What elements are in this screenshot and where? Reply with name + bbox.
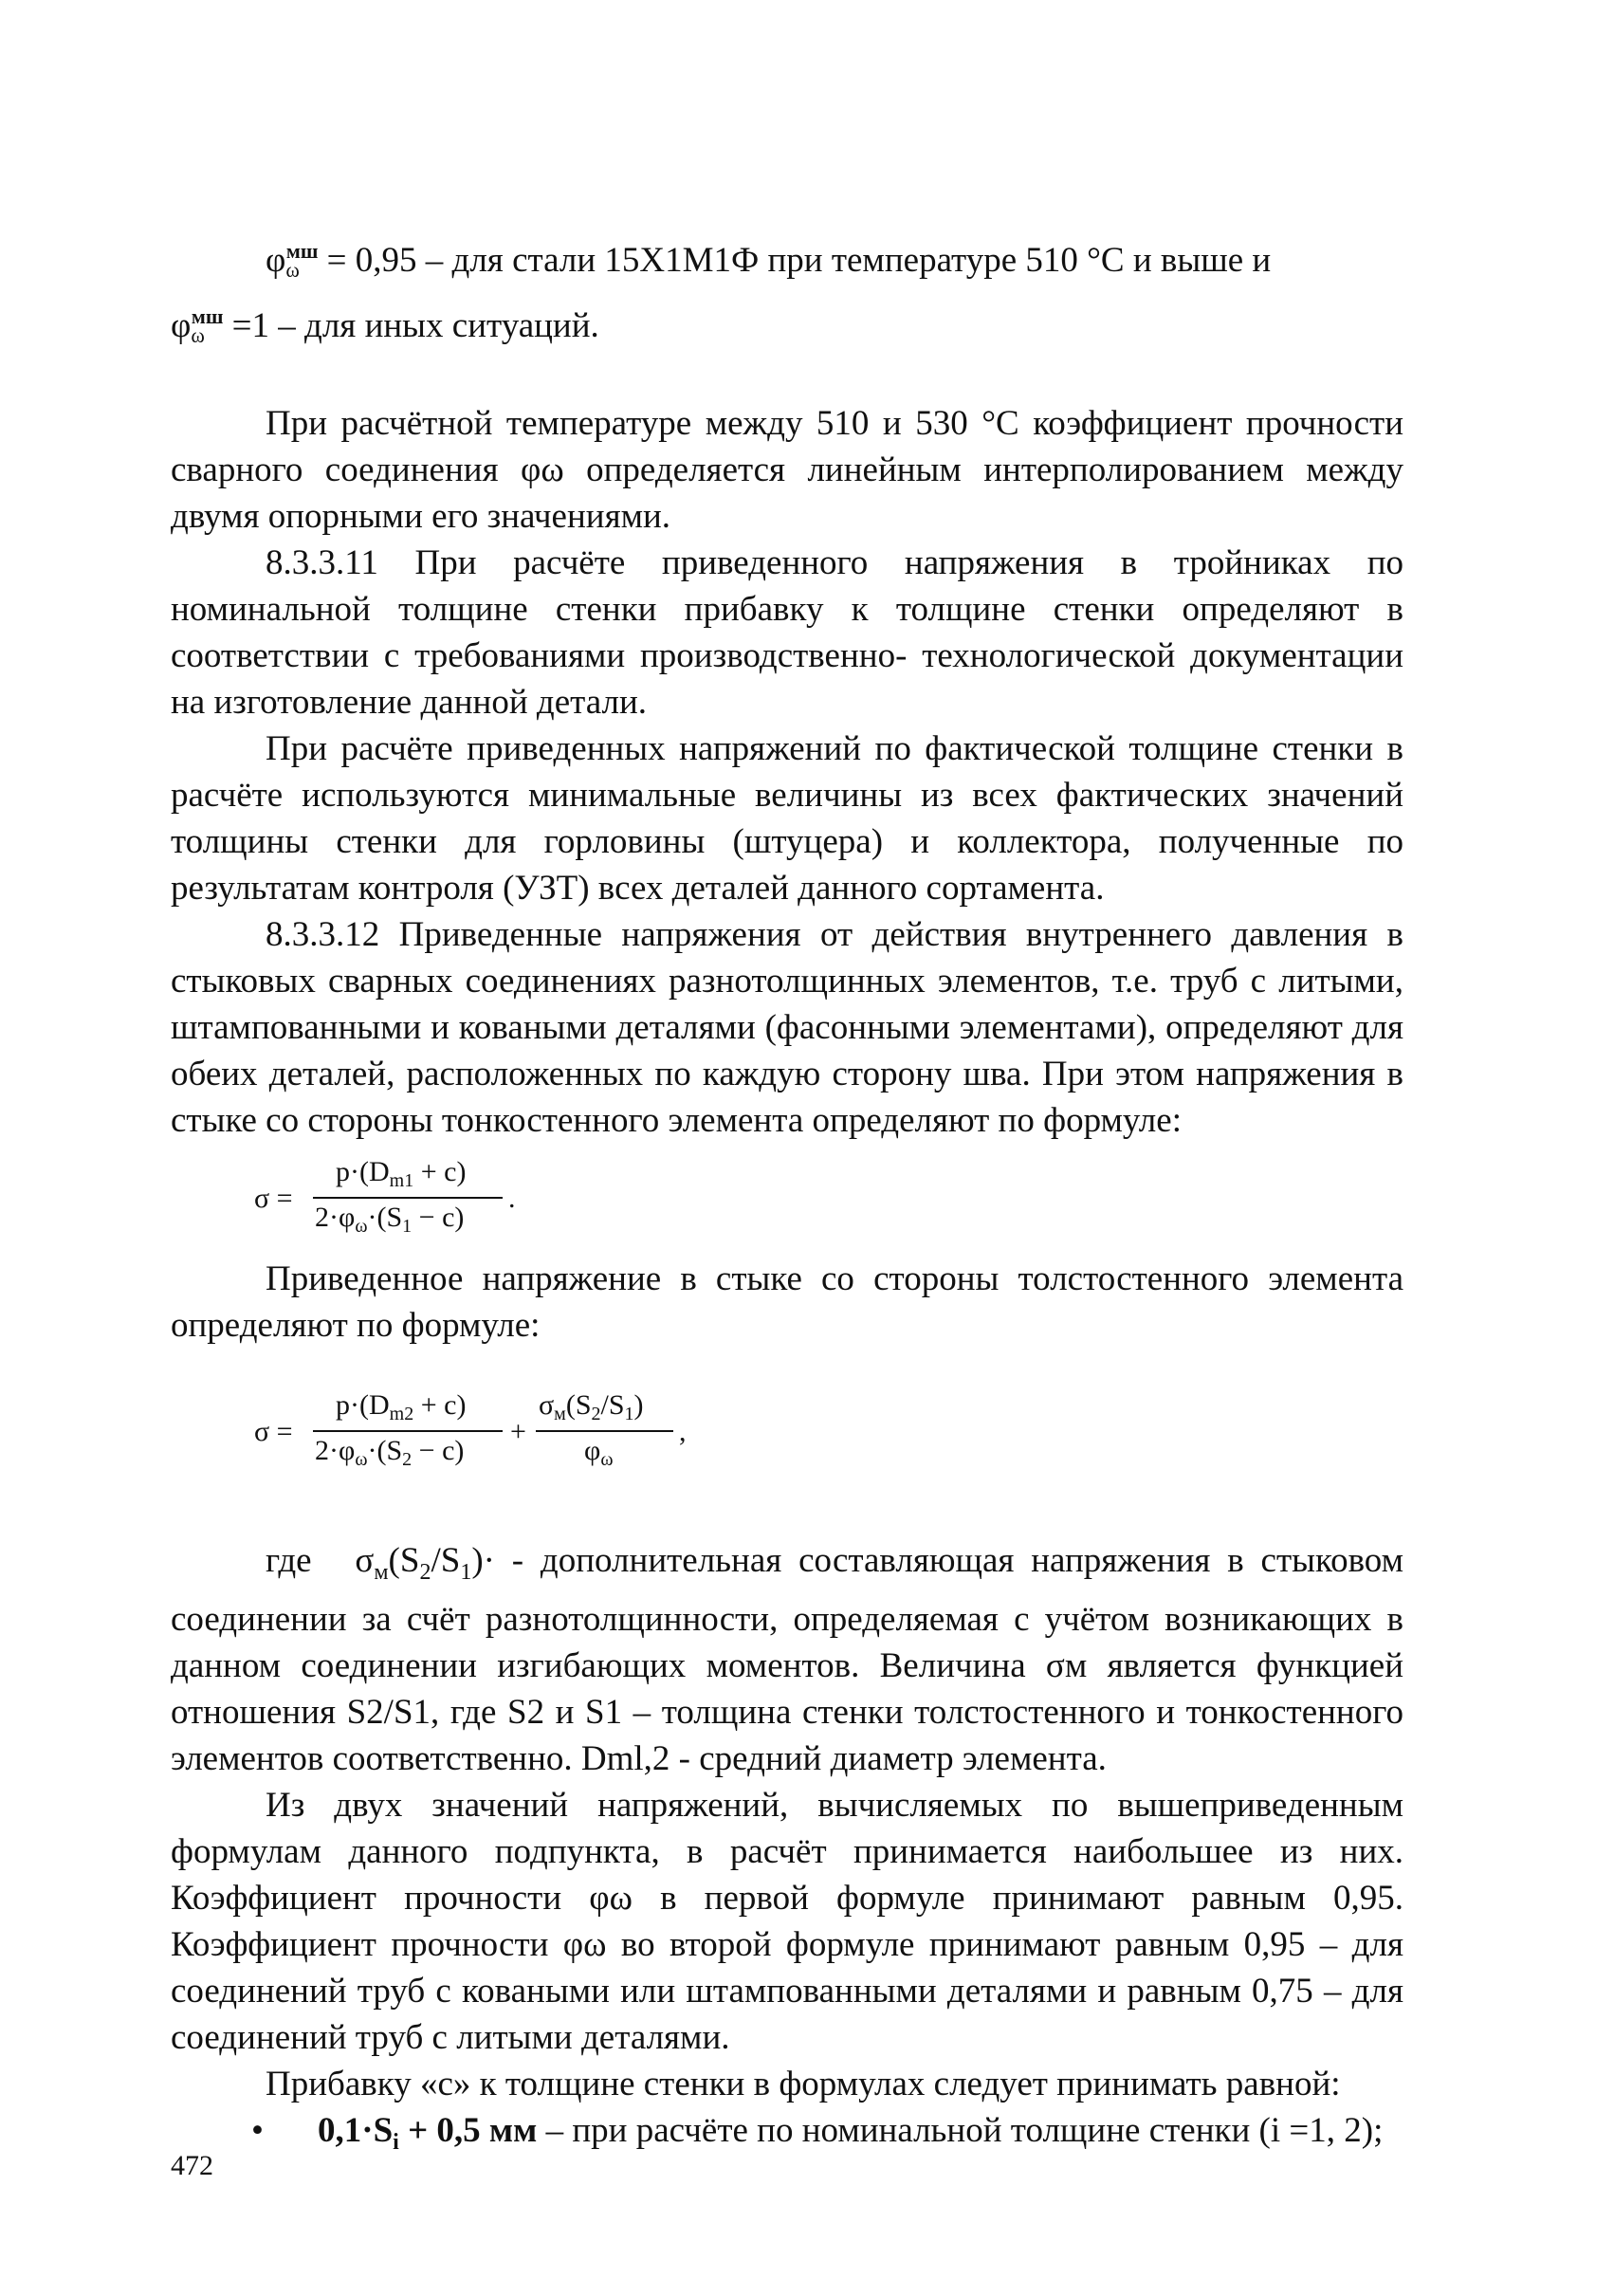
formula2-den-sub: ω <box>355 1449 368 1470</box>
formula1-den-sub2: 1 <box>402 1216 413 1237</box>
expr-open: (S <box>388 1541 420 1580</box>
formula2-den-text: 2·φ <box>315 1435 356 1466</box>
sigma-sub: м <box>374 1560 389 1585</box>
formula2-num2-sigma: σ <box>539 1389 555 1421</box>
expr-s1: 1 <box>460 1560 472 1585</box>
paragraph-8-3-3-11: 8.3.3.11 При расчёте приведенного напряжения в тройниках по номинальной толщине стенки прибавку к толщине стенки определяют в соответствии с требованиями производственно- технологической документации на изготовление данной детали. <box>171 543 1403 722</box>
formula1-numerator <box>336 1155 466 1198</box>
formula2-lhs: σ = <box>254 1416 293 1447</box>
paragraph-8-3-3-12: 8.3.3.12 Приведенные напряжения от действия внутреннего давления в стыковых сварных соединениях разнотолщинных элементов, т.е. труб с литыми, штампованными и коваными деталями (фасонными элементами), определяют для обеих деталей, расположенных по каждую сторону шва. При этом напряжения в стыке со стороны тонкостенного элемента определяют по формуле: <box>171 915 1403 1140</box>
formula1-den-text: 2·φ <box>315 1202 356 1233</box>
formula2-den-tail: − c) <box>412 1435 465 1466</box>
list-item <box>171 2107 1403 2166</box>
expr-mid: /S <box>431 1541 461 1580</box>
formula1-fraction-bar <box>313 1197 503 1199</box>
phi-symbol: φ <box>266 241 286 280</box>
formula2-num2-tail: (S <box>565 1389 592 1421</box>
formula2-end: , <box>679 1416 687 1447</box>
formula-thin-element <box>171 1144 1403 1256</box>
paragraph-actual-thickness: При расчёте приведенных напряжений по фактической толщине стенки в расчёте используются минимальные величины из всех фактических значений толщины стенки для горловины (штуцера) и коллектора, полученные по результатам контроля (УЗТ) всех деталей данного сортамента. <box>171 729 1403 908</box>
formula2-den2-phi: φ <box>584 1435 601 1466</box>
formula1-den-sub: ω <box>355 1216 368 1237</box>
formula2-num2-mid: /S <box>600 1389 625 1421</box>
expr-s2: 2 <box>419 1560 431 1585</box>
line2-text: =1 – для иных ситуаций. <box>231 306 599 345</box>
formula2-num2-sub: м <box>554 1404 566 1424</box>
formula1-den-mid: ·(S <box>367 1202 403 1233</box>
bullet-description: – при расчёте по номинальной толщине стенки (i =1, 2); <box>537 2111 1384 2150</box>
phi-subscript: ω <box>191 323 205 347</box>
sigma-m-expression <box>355 1541 495 1585</box>
body-text <box>171 228 1403 2166</box>
formula1-lhs: σ = <box>254 1183 293 1214</box>
formula2-num-tail: + c) <box>413 1389 467 1421</box>
phi-line-2 <box>171 293 1403 358</box>
formula-thick-element <box>171 1349 1403 1491</box>
bullet-text <box>318 2107 1383 2166</box>
bullet-math-sub: i <box>393 2130 399 2155</box>
expr-end: )· <box>471 1541 495 1580</box>
page-number: 472 <box>171 2150 213 2181</box>
formula2-den-sub2: 2 <box>402 1449 413 1470</box>
paragraph-interpolation: При расчётной температуре между 510 и 530 °С коэффициент прочности сварного соединения φω определяется линейным интерполированием между двумя опорными его значениями. <box>171 404 1403 536</box>
formula2-numerator-2 <box>539 1388 644 1431</box>
formula2-num2-s1: 1 <box>624 1404 634 1424</box>
sigma-symbol: σ <box>355 1541 375 1580</box>
phi-symbol: φ <box>171 306 192 345</box>
formula2-num-sub: m2 <box>389 1404 414 1424</box>
paragraph-allowance: Прибавку «с» к толщине стенки в формулах следует принимать равной: <box>266 2065 1341 2103</box>
formula2-numerator <box>336 1388 466 1431</box>
formula2-fraction-bar-1 <box>313 1430 503 1432</box>
bullet-math-2: + 0,5 мм <box>398 2111 538 2150</box>
formula2-fraction-bar-2 <box>536 1430 673 1432</box>
formula2-num2-end: ) <box>633 1389 644 1421</box>
phi-superscript: мш <box>191 304 224 328</box>
formula2-den-mid: ·(S <box>367 1435 403 1466</box>
formula2-num-text: p·(D <box>336 1389 390 1421</box>
formula1-den-tail: − c) <box>412 1202 465 1233</box>
formula2-denominator <box>315 1434 464 1477</box>
where-description: - дополнительная составляющая напряжения в стыковом соединении за счёт разнотолщинности, определяемая с учётом возникающих в данном соединении изгибающих моментов. Величина σм является функцией отношения S2/S1, где S2 и S1 – толщина стенки толстостенного и тонкостенного элементов соответственно. Dml,2 - средний диаметр элемента. <box>171 1541 1403 1778</box>
formula1-num-text: p·(D <box>336 1156 390 1187</box>
formula1-num-sub: m1 <box>389 1170 414 1191</box>
paragraph-thick-element: Приведенное напряжение в стыке со стороны толстостенного элемента определяют по формуле: <box>171 1259 1403 1345</box>
bullet-math: 0,1·S <box>318 2111 394 2150</box>
phi-subscript: ω <box>285 258 300 282</box>
formula2-den2-sub: ω <box>600 1449 614 1470</box>
phi-line-1 <box>171 228 1403 293</box>
formula1-denominator <box>315 1201 464 1243</box>
formula1-end: . <box>508 1183 516 1214</box>
where-word: где <box>266 1541 312 1580</box>
formula2-plus: + <box>510 1416 526 1447</box>
paragraph-where <box>171 1537 1403 1782</box>
formula2-denominator-2 <box>584 1434 614 1477</box>
formula1-num-tail: + c) <box>413 1156 467 1187</box>
formula2-num2-s2: 2 <box>591 1404 601 1424</box>
bullet-icon: • <box>251 2111 264 2150</box>
phi-superscript: мш <box>285 239 319 263</box>
line1-text: = 0,95 – для стали 15Х1М1Ф при температуре 510 °С и выше и <box>326 241 1272 280</box>
paragraph-two-values: Из двух значений напряжений, вычисляемых по вышеприведенным формулам данного подпункта, в расчёт принимается наибольшее из них. Коэффициент прочности φω в первой формуле принимают равным 0,95. Коэффициент прочности φω во второй формуле принимают равным 0,95 – для соединений труб с коваными или штампованными деталями и равным 0,75 – для соединений труб с литыми деталями. <box>171 1786 1403 2057</box>
